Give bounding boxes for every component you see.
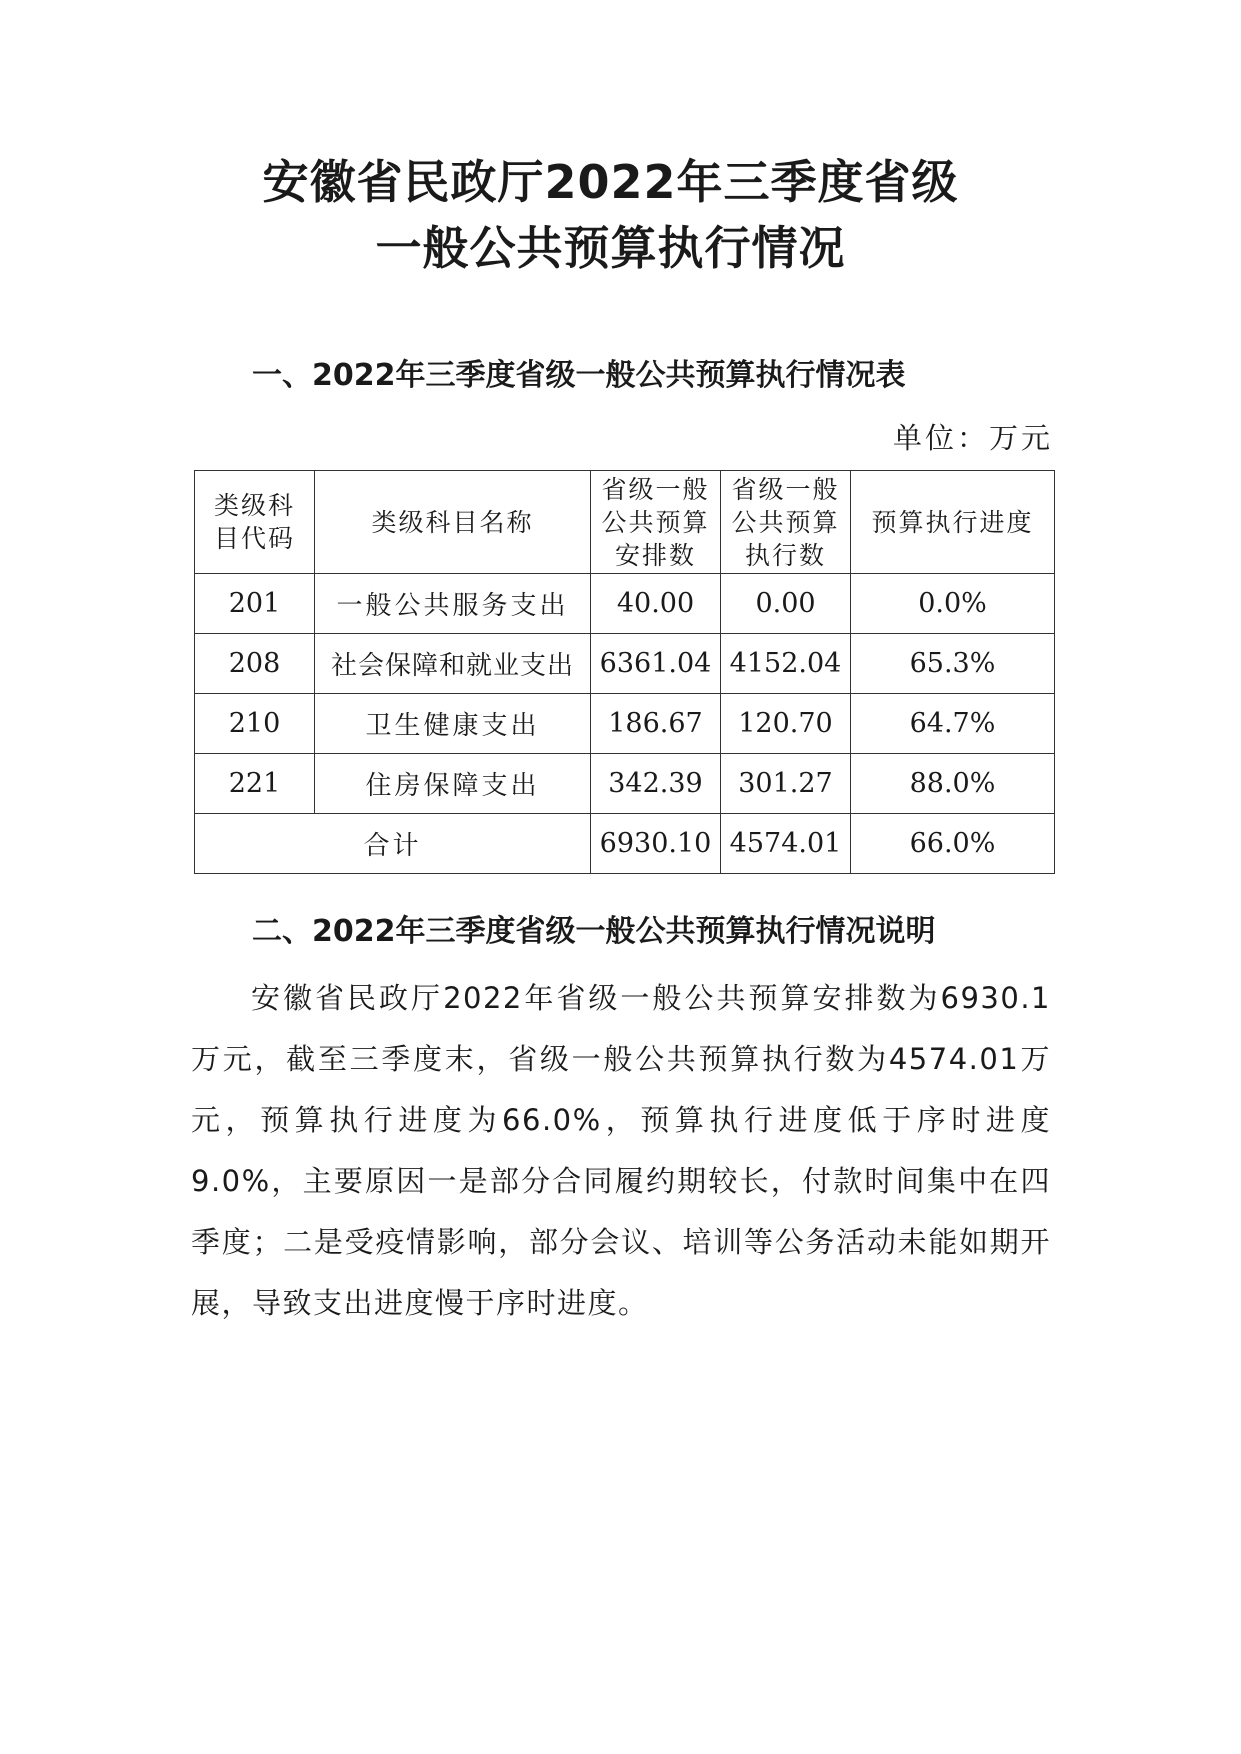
row-progress: 88.0%: [851, 754, 1055, 814]
header-code: 类级科目代码: [195, 471, 315, 574]
row-code: 201: [195, 574, 315, 634]
section-1-heading: 一、2022年三季度省级一般公共预算执行情况表: [252, 358, 906, 393]
budget-execution-table: [194, 470, 1055, 874]
row-budget: 40.00: [591, 574, 721, 634]
table-row: [195, 634, 1055, 694]
header-progress: 预算执行进度: [851, 471, 1055, 574]
row-name: 住房保障支出: [315, 754, 591, 814]
table-row: [195, 754, 1055, 814]
row-name: 社会保障和就业支出: [315, 634, 591, 694]
explanation-paragraph: 安徽省民政厅2022年省级一般公共预算安排数为6930.1万元，截至三季度末，省级一般公共预算执行数为4574.01万元，预算执行进度为66.0%，预算执行进度低于序时进度9.0%，主要原因一是部分合同履约期较长，付款时间集中在四季度；二是受疫情影响，部分会议、培训等公务活动未能如期开展，导致支出进度慢于序时进度。: [191, 981, 1051, 1320]
row-code: 210: [195, 694, 315, 754]
row-name: 卫生健康支出: [315, 694, 591, 754]
row-budget: 6361.04: [591, 634, 721, 694]
row-budget: 342.39: [591, 754, 721, 814]
header-executed: 省级一般公共预算执行数: [721, 471, 851, 574]
total-budget: 6930.10: [591, 814, 721, 874]
header-budget: 省级一般公共预算安排数: [591, 471, 721, 574]
row-code: 208: [195, 634, 315, 694]
row-progress: 0.0%: [851, 574, 1055, 634]
table-row: [195, 574, 1055, 634]
table-total-row: [195, 814, 1055, 874]
row-code: 221: [195, 754, 315, 814]
row-name: 一般公共服务支出: [315, 574, 591, 634]
unit-label: 单位：万元: [892, 421, 1053, 455]
row-budget: 186.67: [591, 694, 721, 754]
row-executed: 120.70: [721, 694, 851, 754]
row-progress: 65.3%: [851, 634, 1055, 694]
row-progress: 64.7%: [851, 694, 1055, 754]
total-executed: 4574.01: [721, 814, 851, 874]
table-header-row: [195, 471, 1055, 574]
total-progress: 66.0%: [851, 814, 1055, 874]
row-executed: 4152.04: [721, 634, 851, 694]
table-row: [195, 694, 1055, 754]
row-executed: 301.27: [721, 754, 851, 814]
header-name: 类级科目名称: [315, 471, 591, 574]
section-2-heading: 二、2022年三季度省级一般公共预算执行情况说明: [252, 914, 936, 949]
document-title-line-2: 一般公共预算执行情况: [375, 221, 846, 275]
document-title-line-1: 安徽省民政厅2022年三季度省级: [262, 155, 959, 209]
row-executed: 0.00: [721, 574, 851, 634]
total-label: 合计: [195, 814, 591, 874]
